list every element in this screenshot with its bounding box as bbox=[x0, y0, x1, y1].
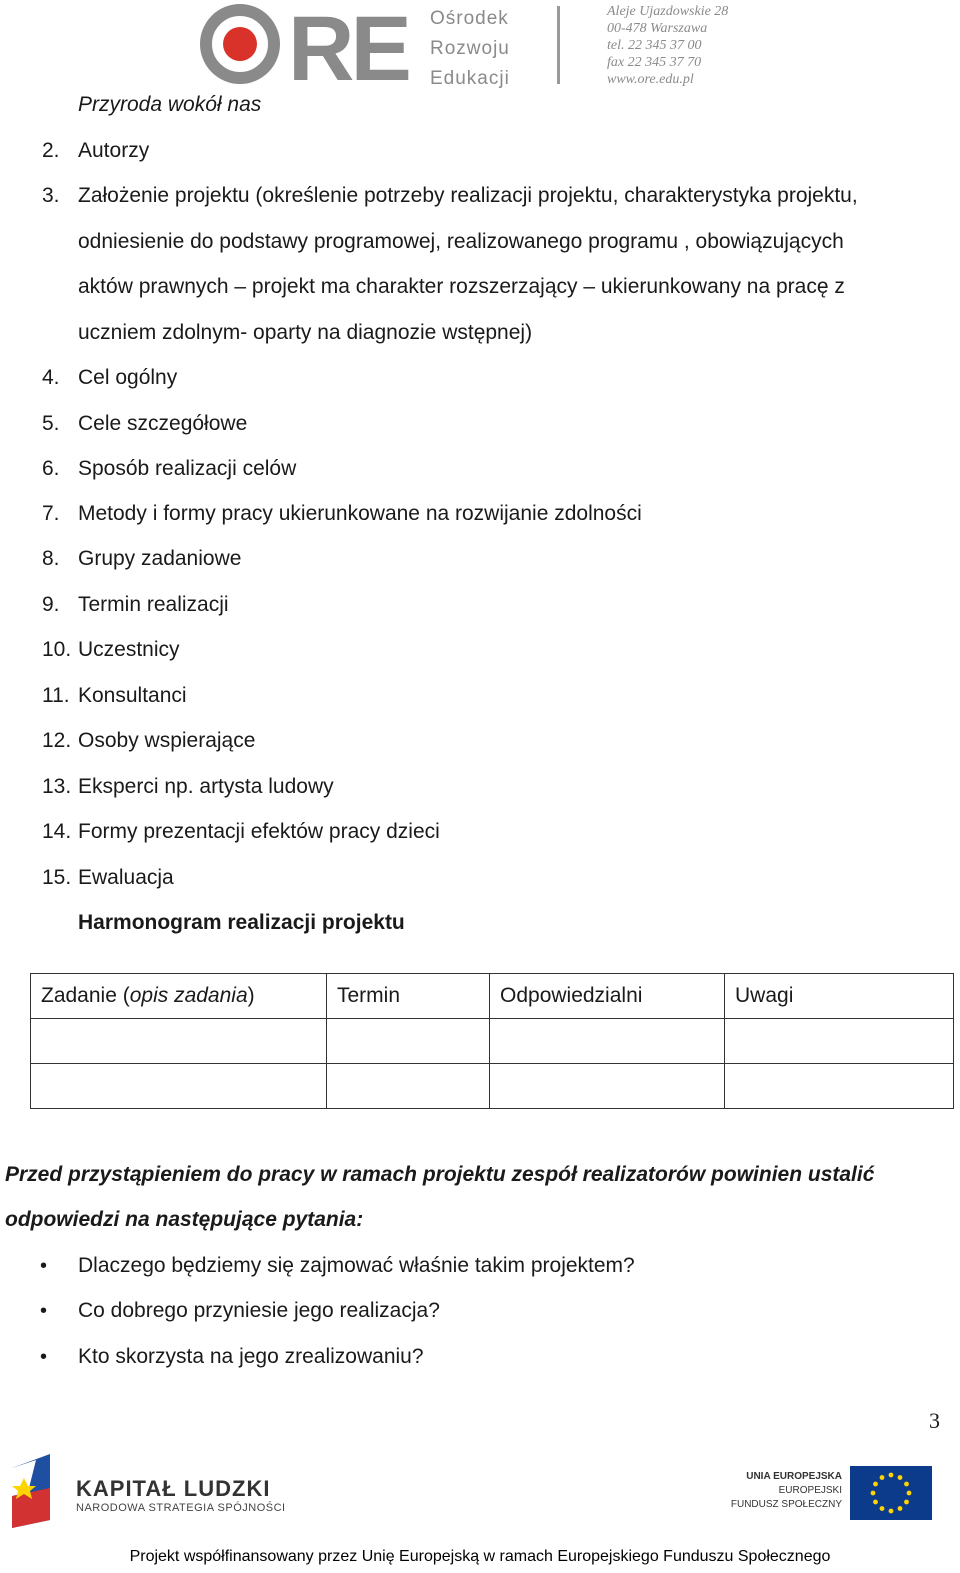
item-text: Cele szczegółowe bbox=[78, 412, 248, 435]
task-header-italic: opis zadania bbox=[129, 984, 248, 1007]
eu-flag-icon bbox=[850, 1466, 932, 1520]
item-text: Autorzy bbox=[78, 139, 150, 162]
schedule-heading: Harmonogram realizacji projektu bbox=[78, 911, 405, 934]
address-line: tel. 22 345 37 00 bbox=[607, 38, 702, 53]
address-line: fax 22 345 37 70 bbox=[607, 55, 702, 70]
item-text: Sposób realizacji celów bbox=[78, 457, 297, 480]
item-text: Konsultanci bbox=[78, 684, 187, 707]
question-text: Co dobrego przyniesie jego realizacja? bbox=[78, 1299, 440, 1322]
bullet-icon: • bbox=[40, 1300, 48, 1322]
table-header-row bbox=[31, 974, 954, 1019]
footer bbox=[0, 1440, 960, 1573]
schedule-table bbox=[30, 973, 954, 1109]
table-row bbox=[31, 1019, 954, 1064]
svg-text:RE: RE bbox=[288, 2, 408, 86]
table-cell bbox=[31, 1064, 327, 1109]
ore-logo bbox=[200, 2, 410, 86]
table-cell bbox=[725, 1019, 954, 1064]
questions-intro-line: odpowiedzi na następujące pytania: bbox=[5, 1208, 364, 1231]
kapital-ludzki-subtitle: NARODOWA STRATEGIA SPÓJNOŚCI bbox=[76, 1502, 286, 1514]
letterhead bbox=[0, 0, 960, 92]
item-number: 11. bbox=[42, 684, 70, 707]
table-cell bbox=[327, 1064, 490, 1109]
header-cell-task bbox=[31, 974, 327, 1019]
table-cell bbox=[490, 1064, 725, 1109]
eu-text-line: EUROPEJSKI bbox=[778, 1485, 842, 1496]
item-text: Osoby wspierające bbox=[78, 729, 256, 752]
item-text: Cel ogólny bbox=[78, 366, 178, 389]
item-text: Termin realizacji bbox=[78, 593, 229, 616]
project-title: Przyroda wokół nas bbox=[78, 93, 262, 116]
table-cell bbox=[327, 1019, 490, 1064]
item-text: Ewaluacja bbox=[78, 866, 174, 889]
item-number: 2. bbox=[42, 139, 60, 162]
question-text: Kto skorzysta na jego zrealizowaniu? bbox=[78, 1345, 424, 1368]
table-cell bbox=[725, 1064, 954, 1109]
item-number: 13. bbox=[42, 775, 72, 798]
address-line: www.ore.edu.pl bbox=[607, 72, 694, 87]
item-number: 9. bbox=[42, 593, 60, 616]
address-line: 00-478 Warszawa bbox=[607, 21, 708, 36]
item-number: 8. bbox=[42, 547, 60, 570]
item-text: aktów prawnych – projekt ma charakter rozszerzający – ukierunkowany na pracę z bbox=[78, 275, 845, 298]
cofinancing-note: Projekt współfinansowany przez Unię Europejską w ramach Europejskiego Funduszu Społecznego bbox=[129, 1548, 831, 1565]
ore-org-line: Edukacji bbox=[430, 68, 510, 89]
item-number: 6. bbox=[42, 457, 60, 480]
ore-org-line: Ośrodek bbox=[430, 8, 509, 29]
kapital-ludzki-logo-icon bbox=[6, 1448, 58, 1534]
item-number: 14. bbox=[42, 820, 72, 843]
page-number: 3 bbox=[929, 1408, 940, 1433]
header-cell-notes: Uwagi bbox=[725, 974, 954, 1019]
task-header-prefix: Zadanie ( bbox=[41, 984, 130, 1007]
item-number: 3. bbox=[42, 184, 60, 207]
bullet-icon: • bbox=[40, 1255, 48, 1277]
task-header-suffix: ) bbox=[247, 984, 255, 1007]
ore-org-line: Rozwoju bbox=[430, 38, 510, 59]
questions-intro-line: Przed przystąpieniem do pracy w ramach projektu zespół realizatorów powinien ustalić bbox=[5, 1163, 875, 1186]
eu-fund-text bbox=[720, 1470, 842, 1512]
kapital-ludzki-title: KAPITAŁ LUDZKI bbox=[76, 1476, 271, 1501]
item-text: Uczestnicy bbox=[78, 638, 180, 661]
item-number: 7. bbox=[42, 502, 60, 525]
eu-text-line: UNIA EUROPEJSKA bbox=[746, 1471, 842, 1482]
item-text: Założenie projektu (określenie potrzeby realizacji projektu, charakterystyka projektu, bbox=[78, 184, 858, 207]
item-number: 4. bbox=[42, 366, 60, 389]
item-text: odniesienie do podstawy programowej, realizowanego programu , obowiązujących bbox=[78, 230, 844, 253]
item-text: Formy prezentacji efektów pracy dzieci bbox=[78, 820, 440, 843]
header-divider bbox=[557, 6, 560, 84]
ore-address bbox=[607, 3, 728, 88]
header-cell-term: Termin bbox=[327, 974, 490, 1019]
item-number: 10. bbox=[42, 638, 72, 661]
item-text: Grupy zadaniowe bbox=[78, 547, 242, 570]
question-text: Dlaczego będziemy się zajmować właśnie takim projektem? bbox=[78, 1254, 635, 1277]
item-text: Eksperci np. artysta ludowy bbox=[78, 775, 334, 798]
item-number: 12. bbox=[42, 729, 72, 752]
table-cell bbox=[31, 1019, 327, 1064]
item-number: 5. bbox=[42, 412, 60, 435]
table-cell bbox=[490, 1019, 725, 1064]
ore-org-name bbox=[430, 4, 510, 94]
item-number: 15. bbox=[42, 866, 72, 889]
item-text: uczniem zdolnym- oparty na diagnozie wstępnej) bbox=[78, 321, 533, 344]
table-row bbox=[31, 1064, 954, 1109]
bullet-icon: • bbox=[40, 1346, 48, 1368]
eu-text-line: FUNDUSZ SPOŁECZNY bbox=[730, 1499, 842, 1510]
address-line: Aleje Ujazdowskie 28 bbox=[607, 4, 729, 19]
header-cell-responsible: Odpowiedzialni bbox=[490, 974, 725, 1019]
item-text: Metody i formy pracy ukierunkowane na rozwijanie zdolności bbox=[78, 502, 642, 525]
